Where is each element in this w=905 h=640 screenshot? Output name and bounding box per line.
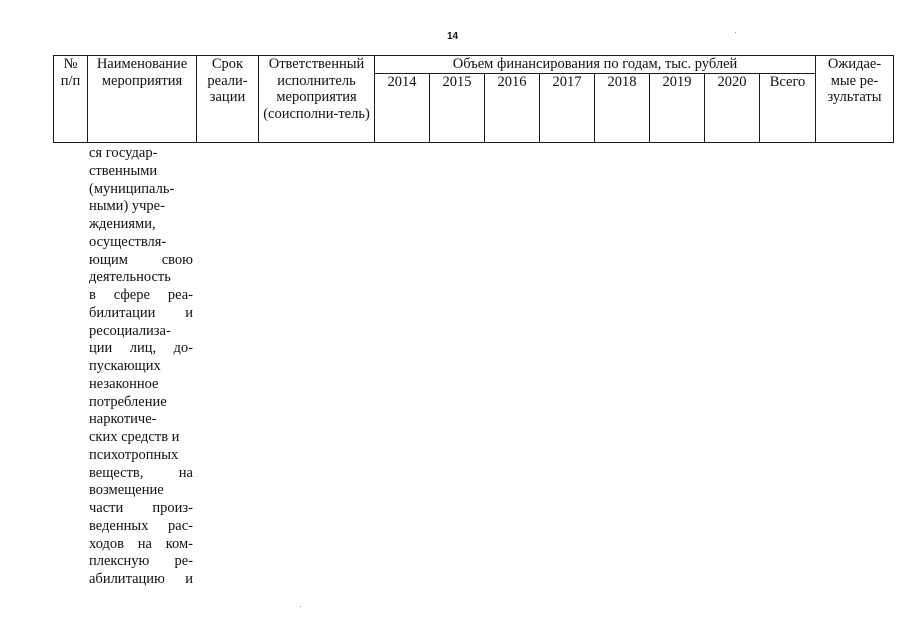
text-line: плексную ре- [89,553,193,570]
text-line: (муниципаль- [89,180,175,197]
text-line: в сфере реа- [89,287,193,303]
header-year-2020: 2020 [705,74,760,143]
header-year-2019: 2019 [650,74,705,143]
header-executor: Ответственный исполнитель мероприятия (соисполни-тель) [259,56,375,143]
header-expected-results: Ожидае-мые ре-зультаты [816,56,894,143]
text-line: веденных рас- [89,517,193,534]
scan-speck [300,606,301,607]
text-line: осуществля- [89,233,167,250]
text-line: веществ, на [89,464,193,481]
text-line: ными) учре- [89,198,165,215]
header-term: Срок реали-зации [197,56,259,143]
header-year-2015: 2015 [430,74,485,143]
text-line: ресоциализа- [89,322,171,339]
text-line: потребление [89,393,167,410]
program-activities-table [53,55,894,143]
text-line: части произ- [89,500,193,516]
table-header-row-top [54,56,894,74]
text-line: ции лиц, до- [89,340,193,357]
text-line: ственными [89,162,158,179]
header-funding: Объем финансирования по годам, тыс. рублей [375,56,816,74]
text-line: пускающих [89,358,161,374]
header-year-2016: 2016 [485,74,540,143]
text-line: ющим свою [89,251,193,268]
text-line: ских средств и [89,429,180,445]
activity-name-continuation [89,145,193,589]
text-line: незаконное [89,375,159,392]
text-line: ходов на ком- [89,535,193,552]
header-year-2018: 2018 [595,74,650,143]
text-line: психотропных [89,446,179,463]
header-total: Всего [760,74,816,143]
text-line: ждениями, [89,216,156,232]
text-line: деятельность [89,269,171,286]
text-line: наркотиче- [89,411,157,428]
header-number: № п/п [54,56,88,143]
header-year-2014: 2014 [375,74,430,143]
text-line: билитации и [89,304,193,321]
header-year-2017: 2017 [540,74,595,143]
text-line: абилитацию и [89,571,193,587]
text-line: ся государ- [89,145,158,161]
text-line: возмещение [89,482,164,499]
page-number: 14 [446,31,459,42]
scan-speck [735,32,736,33]
header-activity-name: Наименование мероприятия [88,56,197,143]
